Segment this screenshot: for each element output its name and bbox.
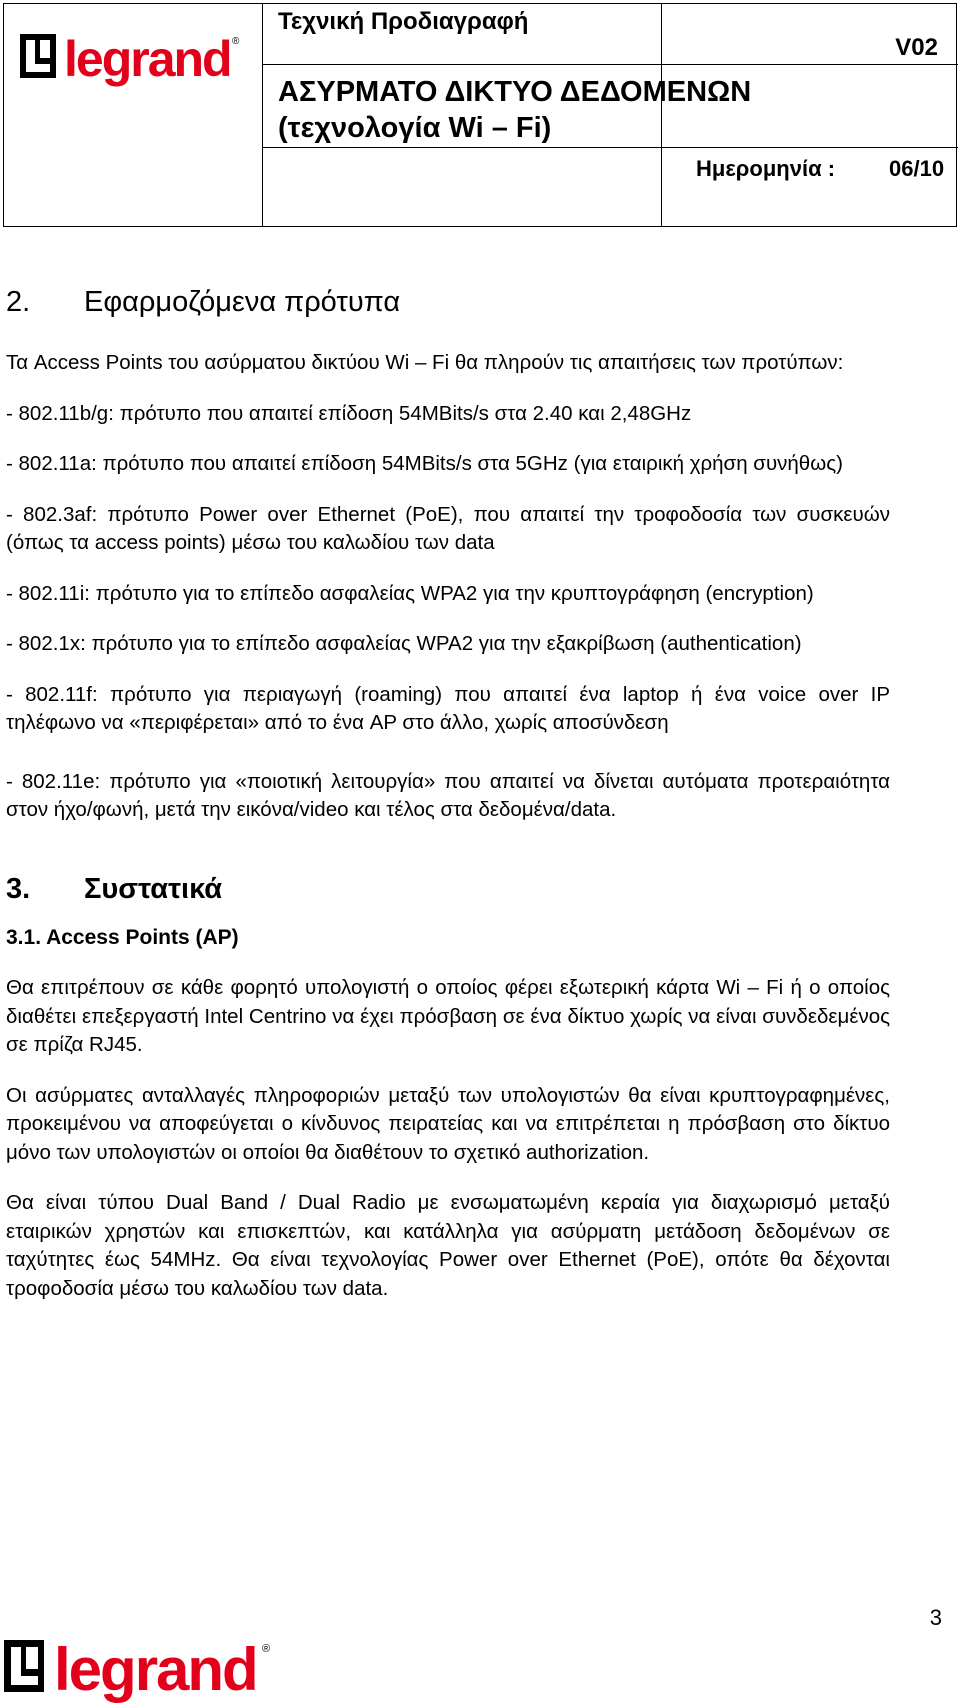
standard-item: - 802.11f: πρότυπο για περιαγωγή (roaming) που απαιτεί ένα laptop ή ένα voice over IP τηλέφωνο να «περιφέρεται» από το ένα AP στο άλλο, χωρίς αποσύνδεση xyxy=(6,682,890,735)
header-divider xyxy=(262,147,958,148)
date-label: Ημερομηνία : xyxy=(696,156,836,181)
date-value: 06/10 xyxy=(889,156,945,181)
section-heading xyxy=(6,873,890,906)
document-type: Τεχνική Προδιαγραφή xyxy=(278,8,529,35)
page-number: 3 xyxy=(929,1605,942,1630)
header-divider xyxy=(262,64,958,65)
header-divider xyxy=(262,4,263,226)
section-number: 2. xyxy=(6,286,31,318)
paragraph: Θα επιτρέπουν σε κάθε φορητό υπολογιστή ο οποίος φέρει εξωτερική κάρτα Wi – Fi ή ο οποίος διαθέτει επεξεργαστή Intel Centrino να έχει πρόσβαση σε ένα δίκτυο χωρίς να είναι συνδεδεμένος σε πρίζα RJ45. xyxy=(6,976,890,1057)
document-body xyxy=(6,286,890,1303)
document-title: ΑΣΥΡΜΑΤΟ ΔΙΚΤΥΟ ΔΕΔΟΜΕΝΩΝ xyxy=(278,76,752,108)
paragraph: Οι ασύρματες ανταλλαγές πληροφοριών μεταξύ των υπολογιστών θα είναι κρυπτογραφημένες, προκειμένου να αποφεύγεται ο κίνδυνος πειρατείας και να επιτρέπεται η πρόσβαση στο δίκτυο μόνο των υπολογιστών οι οποίοι θα διαθέτουν το σχετικό authorization. xyxy=(6,1083,890,1164)
section-heading xyxy=(6,286,890,319)
legrand-mark-icon xyxy=(20,34,56,78)
standard-item: - 802.11b/g: πρότυπο που απαιτεί επίδοση 54MBits/s στα 2.40 και 2,48GHz xyxy=(6,401,692,425)
paragraph: Τα Access Points του ασύρματου δικτύου Wi – Fi θα πληρούν τις απαιτήσεις των προτύπων: xyxy=(6,351,844,375)
standard-item: - 802.11i: πρότυπο για το επίπεδο ασφαλείας WPA2 για την κρυπτογράφηση (encryption) xyxy=(6,581,814,605)
svg-text:legrand: legrand xyxy=(54,1636,257,1703)
legrand-logo xyxy=(20,30,246,92)
section-title: Συστατικά xyxy=(84,872,223,905)
standard-item: - 802.1x: πρότυπο για το επίπεδο ασφαλείας WPA2 για την εξακρίβωση (authentication) xyxy=(6,632,802,656)
document-subtitle: (τεχνολογία Wi – Fi) xyxy=(278,112,552,144)
subsection-title: 3.1. Access Points (AP) xyxy=(6,926,239,950)
document-header xyxy=(3,3,957,227)
standard-item: - 802.3af: πρότυπο Power over Ethernet (PoE), που απαιτεί την τροφοδοσία των συσκευών (όπως τα access points) μέσω του καλωδίου των data xyxy=(6,502,890,555)
header-divider xyxy=(661,4,662,226)
standard-item: - 802.11e: πρότυπο για «ποιοτική λειτουργία» που απαιτεί να δίνεται αυτόματα προτεραιότητα στον ήχο/φωνή, μετά την εικόνα/video και τέλος στα δεδομένα/data. xyxy=(6,769,890,822)
svg-text:®: ® xyxy=(232,36,240,47)
section-number: 3. xyxy=(6,872,31,905)
legrand-logo xyxy=(4,1636,280,1704)
version-label: V02 xyxy=(895,34,938,61)
paragraph: Θα είναι τύπου Dual Band / Dual Radio με ενσωματωμένη κεραία για διαχωρισμό μεταξύ εταιρικών χρηστών και επισκεπτών, και κατάλληλα για ασύρματη μετάδοση δεδομένων σε ταχύτητες έως 54MHz. Θα είναι τεχνολογίας Power over Ethernet (PoE), οπότε θα δέχονται τροφοδοσία μέσω του καλωδίου των data. xyxy=(6,1191,890,1300)
svg-text:legrand: legrand xyxy=(64,31,231,87)
section-title: Εφαρμοζόμενα πρότυπα xyxy=(84,286,401,318)
svg-text:®: ® xyxy=(262,1643,271,1655)
standard-item: - 802.11a: πρότυπο που απαιτεί επίδοση 54MBits/s στα 5GHz (για εταιρική χρήση συνήθως) xyxy=(6,452,843,476)
legrand-mark-icon xyxy=(4,1640,44,1692)
